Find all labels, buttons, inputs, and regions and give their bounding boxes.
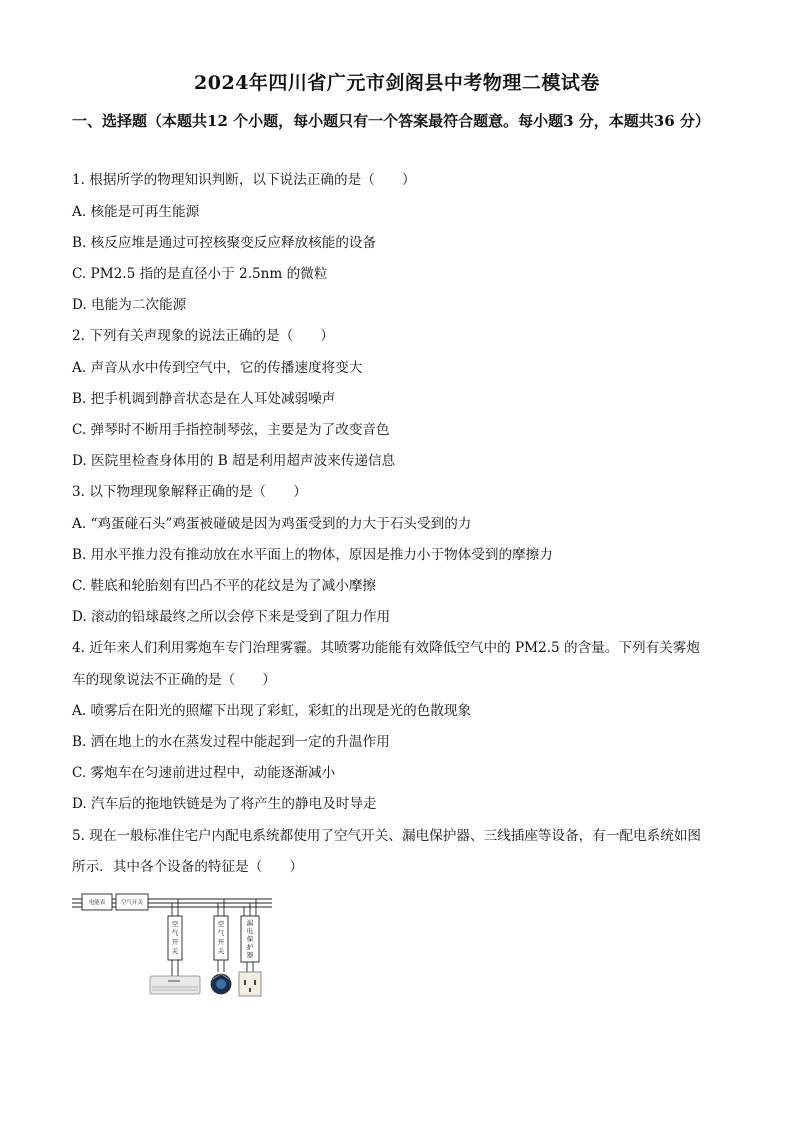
- question-2: 2. 下列有关声现象的说法正确的是（ ）: [72, 328, 334, 344]
- q1-option-a: A. 核能是可再生能源: [72, 204, 200, 220]
- q2-option-d: D. 医院里检查身体用的 B 超是利用超声波来传递信息: [72, 453, 396, 469]
- q4-option-c: C. 雾炮车在匀速前进过程中，动能逐渐减小: [72, 765, 336, 781]
- q3-option-a: A. “鸡蛋碰石头”鸡蛋被碰破是因为鸡蛋受到的力大于石头受到的力: [72, 516, 472, 532]
- svg-text:空: 空: [171, 920, 179, 928]
- svg-text:关: 关: [217, 947, 225, 955]
- q3-option-c: C. 鞋底和轮胎刻有凹凸不平的花纹是为了减小摩擦: [72, 578, 377, 594]
- q4-option-a: A. 喷雾后在阳光的照耀下出现了彩虹，彩虹的出现是光的色散现象: [72, 703, 472, 719]
- svg-text:气: 气: [217, 929, 225, 937]
- svg-text:护: 护: [246, 943, 254, 951]
- q3-option-b: B. 用水平推力没有推动放在水平面上的物体，原因是推力小于物体受到的摩擦力: [72, 547, 553, 563]
- q3-option-d: D. 滚动的铅球最终之所以会停下来是受到了阻力作用: [72, 609, 391, 625]
- page-title: 2024年四川省广元市剑阁县中考物理二模试卷: [194, 72, 600, 94]
- svg-text:开: 开: [171, 938, 179, 946]
- question-5: 5. 现在一般标准住宅户内配电系统都使用了空气开关、漏电保护器、三线插座等设备，有一配电系统如图: [72, 828, 702, 844]
- question-1: 1. 根据所学的物理知识判断，以下说法正确的是（ ）: [72, 172, 416, 188]
- q4-option-b: B. 洒在地上的水在蒸发过程中能起到一定的升温作用: [72, 734, 390, 750]
- lamp-icon: [211, 974, 231, 994]
- section-heading: 一、选择题（本题共12 个小题，每小题只有一个答案最符合题意。每小题3 分，本题共36 分）: [72, 112, 710, 130]
- question-3: 3. 以下物理现象解释正确的是（ ）: [72, 484, 307, 500]
- meter-label: 电能表: [88, 900, 106, 906]
- svg-text:开: 开: [217, 938, 225, 946]
- q1-option-d: D. 电能为二次能源: [72, 297, 187, 313]
- q2-option-a: A. 声音从水中传到空气中，它的传播速度将变大: [72, 360, 363, 376]
- q2-option-c: C. 弹琴时不断用手指控制琴弦，主要是为了改变音色: [72, 422, 390, 438]
- air-conditioner-icon: [150, 976, 200, 994]
- question-4: 4. 近年来人们利用雾炮车专门治理雾霾。其喷雾功能能有效降低空气中的 PM2.5 的含量。下列有关雾炮: [72, 640, 700, 656]
- svg-text:关: 关: [171, 947, 179, 955]
- question-5-cont: 所示．其中各个设备的特征是（ ）: [72, 859, 304, 875]
- q1-option-c: C. PM2.5 指的是直径小于 2.5nm 的微粒: [72, 266, 328, 282]
- svg-text:电: 电: [246, 927, 254, 935]
- svg-text:气: 气: [171, 929, 179, 937]
- q4-option-d: D. 汽车后的拖地铁链是为了将产生的静电及时导走: [72, 796, 377, 812]
- distribution-diagram: [72, 884, 272, 1004]
- q1-option-b: B. 核反应堆是通过可控核聚变反应释放核能的设备: [72, 235, 377, 251]
- svg-text:漏: 漏: [246, 919, 254, 927]
- question-4-cont: 车的现象说法不正确的是（ ）: [72, 672, 276, 688]
- q2-option-b: B. 把手机调到静音状态是在人耳处减弱噪声: [72, 391, 336, 407]
- socket-icon: [239, 972, 261, 996]
- svg-text:空: 空: [217, 920, 225, 928]
- svg-text:器: 器: [246, 951, 254, 959]
- svg-text:保: 保: [246, 935, 254, 943]
- main-switch-label: 空气开关: [120, 900, 144, 906]
